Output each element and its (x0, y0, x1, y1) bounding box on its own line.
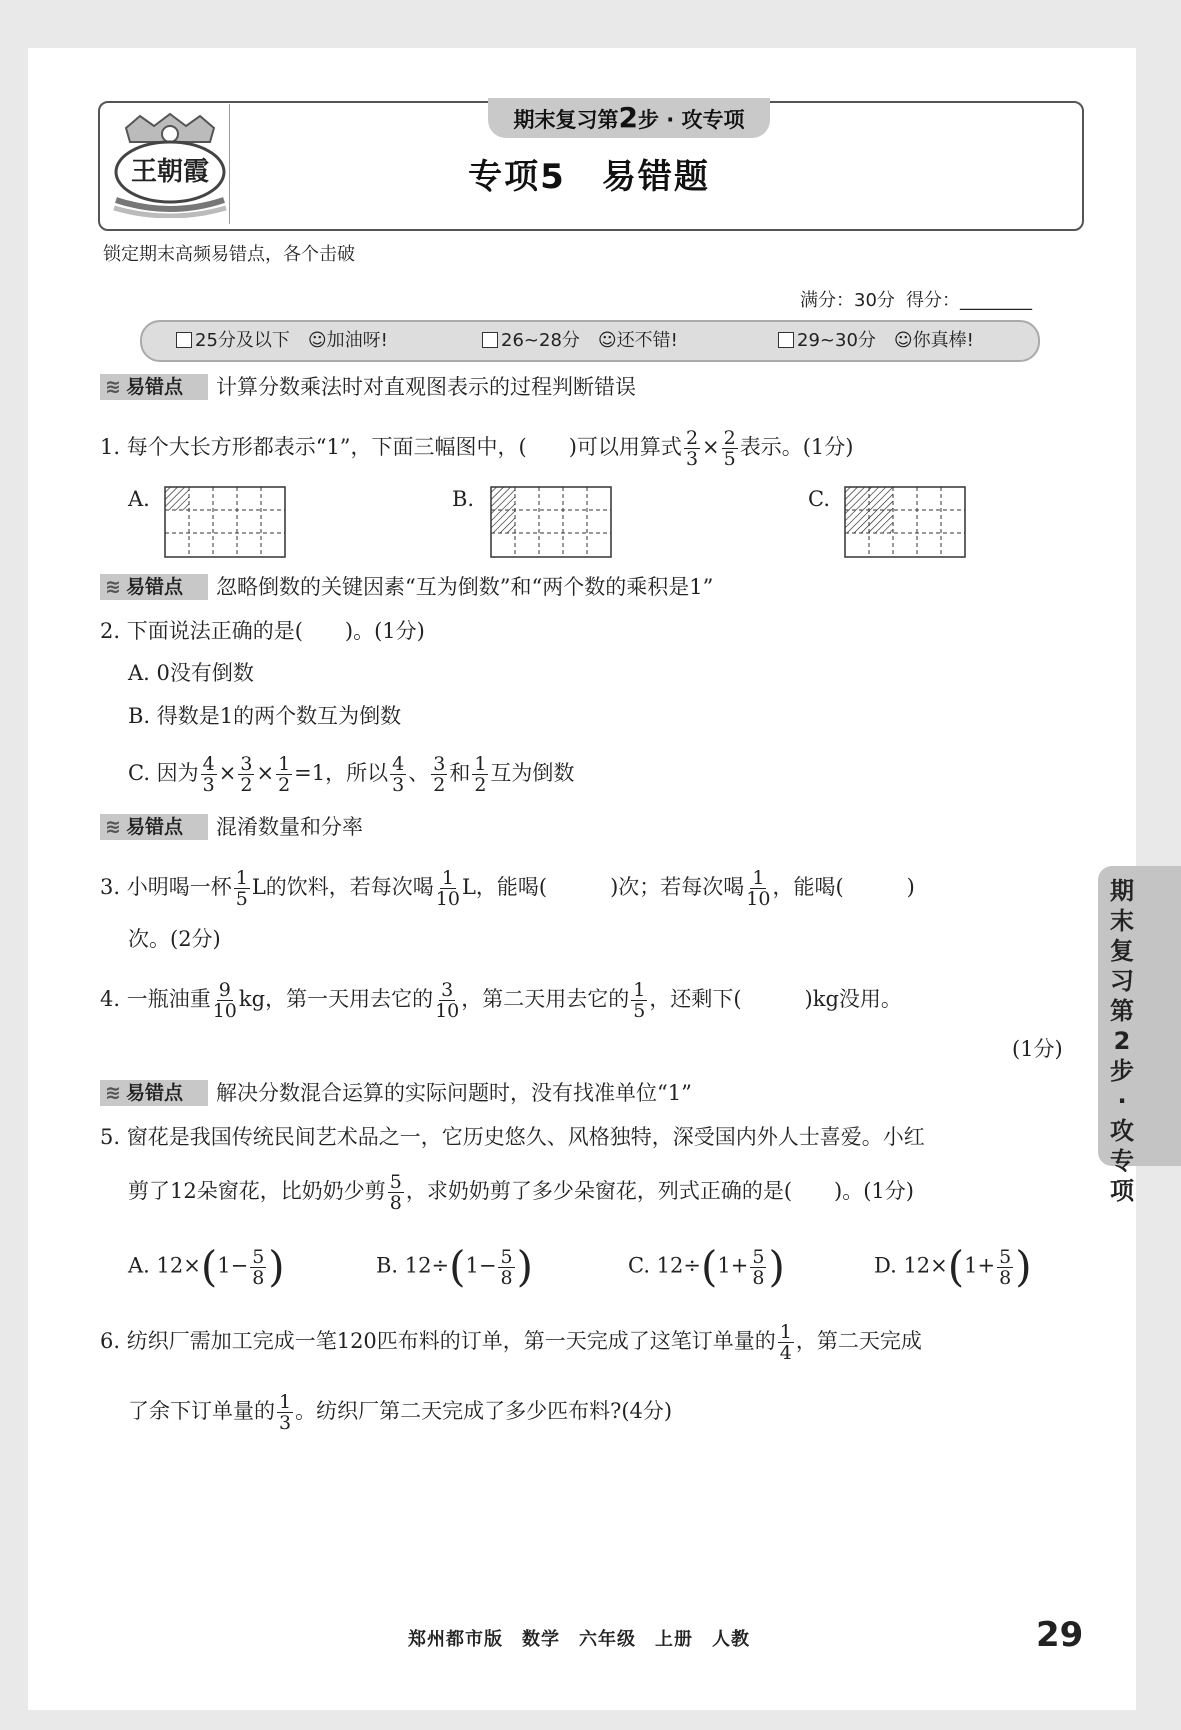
question-2: 2. 下面说法正确的是( )。(1分) (100, 619, 425, 643)
option-a-label[interactable]: A. (128, 487, 150, 511)
page-title: 专项5 易错题 (468, 157, 710, 197)
footer-edition: 郑州都市版 数学 六年级 上册 人教 (408, 1629, 750, 1650)
smile-icon: ☺ (597, 330, 617, 351)
question-4: 4. 一瓶油重 $\frac{9}{10}$ kg，第一天用去它的 $\frac{3}{10}$ ，第二天用去它的 $\frac{1}{5}$ ，还剩下( )kg没用。 (100, 979, 902, 1022)
smile-icon: ☺ (307, 330, 327, 351)
level-1: 25分及以下 ☺加油呀! (176, 322, 388, 360)
grid-diagram-c (844, 486, 966, 558)
error-point-tag: ≋ 易错点 (100, 814, 208, 840)
question-5-line2: 剪了12朵窗花，比奶奶少剪 $\frac{5}{8}$ ，求奶奶剪了多少朵窗花，列式正确的是( )。(1分) (128, 1171, 914, 1214)
question-6: 6. 纺织厂需加工完成一笔120匹布料的订单，第一天完成了这笔订单量的 $\frac{1}{4}$ ，第二天完成 (100, 1321, 922, 1364)
level-3-checkbox[interactable] (778, 332, 794, 348)
option-a[interactable]: A. 0没有倒数 (128, 661, 254, 685)
page-number: 29 (1036, 1615, 1084, 1655)
option-b[interactable]: B. 12÷(1− $\frac{5}{8}$ ) (376, 1242, 533, 1291)
question-3: 3. 小明喝一杯 $\frac{1}{5}$ L的饮料，若每次喝 $\frac{1}{10}$ L，能喝( )次；若每次喝 $\frac{1}{10}$ ，能喝( ) (100, 867, 915, 910)
question-1: 1. 每个大长方形都表示“1”，下面三幅图中，( )可以用算式 $\frac{2}{3}$ × $\frac{2}{5}$ 表示。(1分) (100, 427, 854, 470)
option-d[interactable]: D. 12×(1+ $\frac{5}{8}$ ) (874, 1242, 1032, 1291)
fraction: $\frac{2}{5}$ (723, 427, 736, 470)
level-3: 29~30分 ☺你真棒! (778, 322, 974, 360)
smile-icon: ☺ (893, 330, 913, 351)
side-tab-label: 期末复习第2步·攻专项 (1110, 877, 1134, 1205)
logo-text: 王朝霞 (130, 157, 210, 187)
grid-diagram-a (164, 486, 286, 558)
option-b[interactable]: B. 得数是1的两个数互为倒数 (128, 704, 402, 728)
option-c-label[interactable]: C. (808, 487, 830, 511)
error-point-tag: ≋ 易错点 (100, 574, 208, 600)
intro-text: 锁定期末高频易错点，各个击破 (103, 244, 355, 265)
grid-diagram-b (490, 486, 612, 558)
level-2-checkbox[interactable] (482, 332, 498, 348)
level-1-checkbox[interactable] (176, 332, 192, 348)
section-title: 混淆数量和分率 (216, 815, 363, 839)
option-a[interactable]: A. 12×(1− $\frac{5}{8}$ ) (128, 1242, 285, 1291)
wave-icon: ≋ (105, 576, 121, 598)
section-title: 解决分数混合运算的实际问题时，没有找准单位“1” (216, 1081, 692, 1105)
full-score: 满分：30分 (800, 290, 895, 311)
error-point-tag: ≋ 易错点 (100, 374, 208, 400)
wave-icon: ≋ (105, 376, 121, 398)
option-b-label[interactable]: B. (452, 487, 475, 511)
error-point-tag: ≋ 易错点 (100, 1080, 208, 1106)
question-3-cont: 次。(2分) (128, 927, 221, 951)
question-5: 5. 窗花是我国传统民间艺术品之一，它历史悠久、风格独特，深受国内外人士喜爱。小红 (100, 1125, 925, 1149)
score-level-bar (140, 320, 1040, 362)
section-title: 计算分数乘法时对直观图表示的过程判断错误 (216, 375, 636, 399)
wave-icon: ≋ (105, 816, 121, 838)
step-banner: 期末复习第2步 · 攻专项 (488, 98, 770, 138)
wave-icon: ≋ (105, 1082, 121, 1104)
level-2: 26~28分 ☺还不错! (482, 322, 678, 360)
option-c[interactable]: C. 因为 $\frac{4}{3}$ × $\frac{3}{2}$ × $\frac{1}{2}$ =1，所以 $\frac{4}{3}$ 、 $\frac{3}{2}$ 和 $\frac{1}{2}$ 互为倒数 (128, 753, 575, 796)
option-c[interactable]: C. 12÷(1+ $\frac{5}{8}$ ) (628, 1242, 785, 1291)
question-6-line2: 了余下订单量的 $\frac{1}{3}$ 。纺织厂第二天完成了多少匹布料?(4分) (128, 1391, 673, 1434)
section-title: 忽略倒数的关键因素“互为倒数”和“两个数的乘积是1” (216, 575, 714, 599)
score-field[interactable]: 得分：________ (906, 290, 1032, 311)
question-4-points: (1分) (1012, 1037, 1063, 1061)
fraction: $\frac{2}{3}$ (685, 427, 699, 470)
